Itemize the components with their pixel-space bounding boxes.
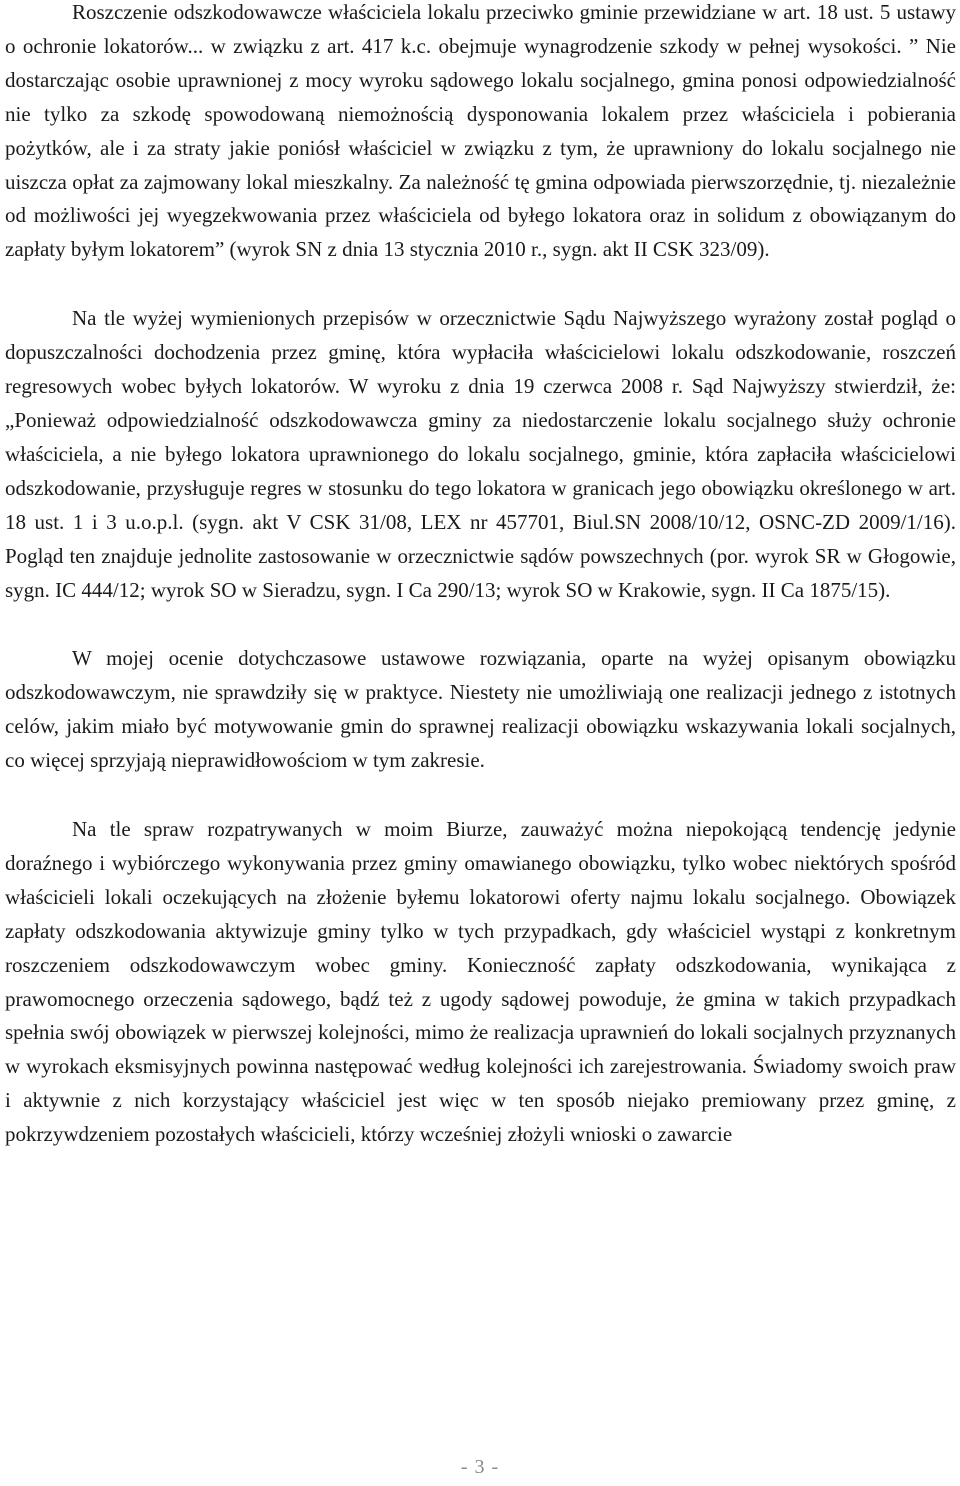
document-page xyxy=(5,0,956,1152)
paragraph-spacer xyxy=(5,267,956,302)
paragraph-2: Na tle wyżej wymienionych przepisów w orzecznictwie Sądu Najwyższego wyrażony został pogląd o dopuszczalności dochodzenia przez gminę, która wypłaciła właścicielowi lokalu odszkodowanie, roszczeń regresowych wobec byłych lokatorów. W wyroku z dnia 19 czerwca 2008 r. Sąd Najwyższy stwierdził, że: „Ponieważ odpowiedzialność odszkodowawcza gminy za niedostarczenie lokalu socjalnego służy ochronie właściciela, a nie byłego lokatora uprawnionego do lokalu socjalnego, gminie, która zapłaciła właścicielowi odszkodowanie, przysługuje regres w stosunku do tego lokatora w granicach jego obowiązku określonego w art. 18 ust. 1 i 3 u.o.p.l. (sygn. akt V CSK 31/08, LEX nr 457701, Biul.SN 2008/10/12, OSNC-ZD 2009/1/16). Pogląd ten znajduje jednolite zastosowanie w orzecznictwie sądów powszechnych (por. wyrok SR w Głogowie, sygn. IC 444/12; wyrok SO w Sieradzu, sygn. I Ca 290/13; wyrok SO w Krakowie, sygn. II Ca 1875/15). xyxy=(5,306,956,602)
page-number: - 3 - xyxy=(460,1456,500,1478)
paragraph-spacer xyxy=(5,607,956,642)
paragraph-1: Roszczenie odszkodowawcze właściciela lokalu przeciwko gminie przewidziane w art. 18 ust. 5 ustawy o ochronie lokatorów... w związku z art. 417 k.c. obejmuje wynagrodzenie szkody w pełnej wysokości. ” Nie dostarczając osobie uprawnionej z mocy wyroku sądowego lokalu socjalnego, gmina ponosi odpowiedzialność nie tylko za szkodę spowodowaną niemożnością dysponowania lokalem przez właściciela i pobierania pożytków, ale i za straty jakie poniósł właściciel w związku z tym, że uprawniony do lokalu socjalnego nie uiszcza opłat za zajmowany lokal mieszkalny. Za należność tę gmina odpowiada pierwszorzędnie, tj. niezależnie od możliwości jej wyegzekwowania przez właściciela od byłego lokatora oraz in solidum z obowiązanym do zapłaty byłym lokatorem” (wyrok SN z dnia 13 stycznia 2010 r., sygn. akt II CSK 323/09). xyxy=(5,0,956,262)
paragraph-3: W mojej ocenie dotychczasowe ustawowe rozwiązania, oparte na wyżej opisanym obowiązku odszkodowawczym, nie sprawdziły się w praktyce. Niestety nie umożliwiają one realizacji jednego z istotnych celów, jakim miało być motywowanie gmin do sprawnej realizacji obowiązku wskazywania lokali socjalnych, co więcej sprzyjają nieprawidłowościom w tym zakresie. xyxy=(5,646,956,773)
paragraph-spacer xyxy=(5,778,956,813)
paragraph-4: Na tle spraw rozpatrywanych w moim Biurze, zauważyć można niepokojącą tendencję jedynie doraźnego i wybiórczego wykonywania przez gminy omawianego obowiązku, tylko wobec niektórych spośród właścicieli lokali oczekujących na złożenie byłemu lokatorowi oferty najmu lokalu socjalnego. Obowiązek zapłaty odszkodowania aktywizuje gminy tylko w tych przypadkach, gdy właściciel wystąpi z konkretnym roszczeniem odszkodowawczym wobec gminy. Konieczność zapłaty odszkodowania, wynikająca z prawomocnego orzeczenia sądowego, bądź też z ugody sądowej powoduje, że gmina w takich przypadkach spełnia swój obowiązek w pierwszej kolejności, mimo że realizacja uprawnień do lokali socjalnych przyznanych w wyrokach eksmisyjnych powinna następować według kolejności ich zarejestrowania. Świadomy swoich praw i aktywnie z nich korzystający właściciel jest więc w ten sposób niejako premiowany przez gminę, z pokrzywdzeniem pozostałych właścicieli, którzy wcześniej złożyli wnioski o zawarcie xyxy=(5,817,956,1147)
